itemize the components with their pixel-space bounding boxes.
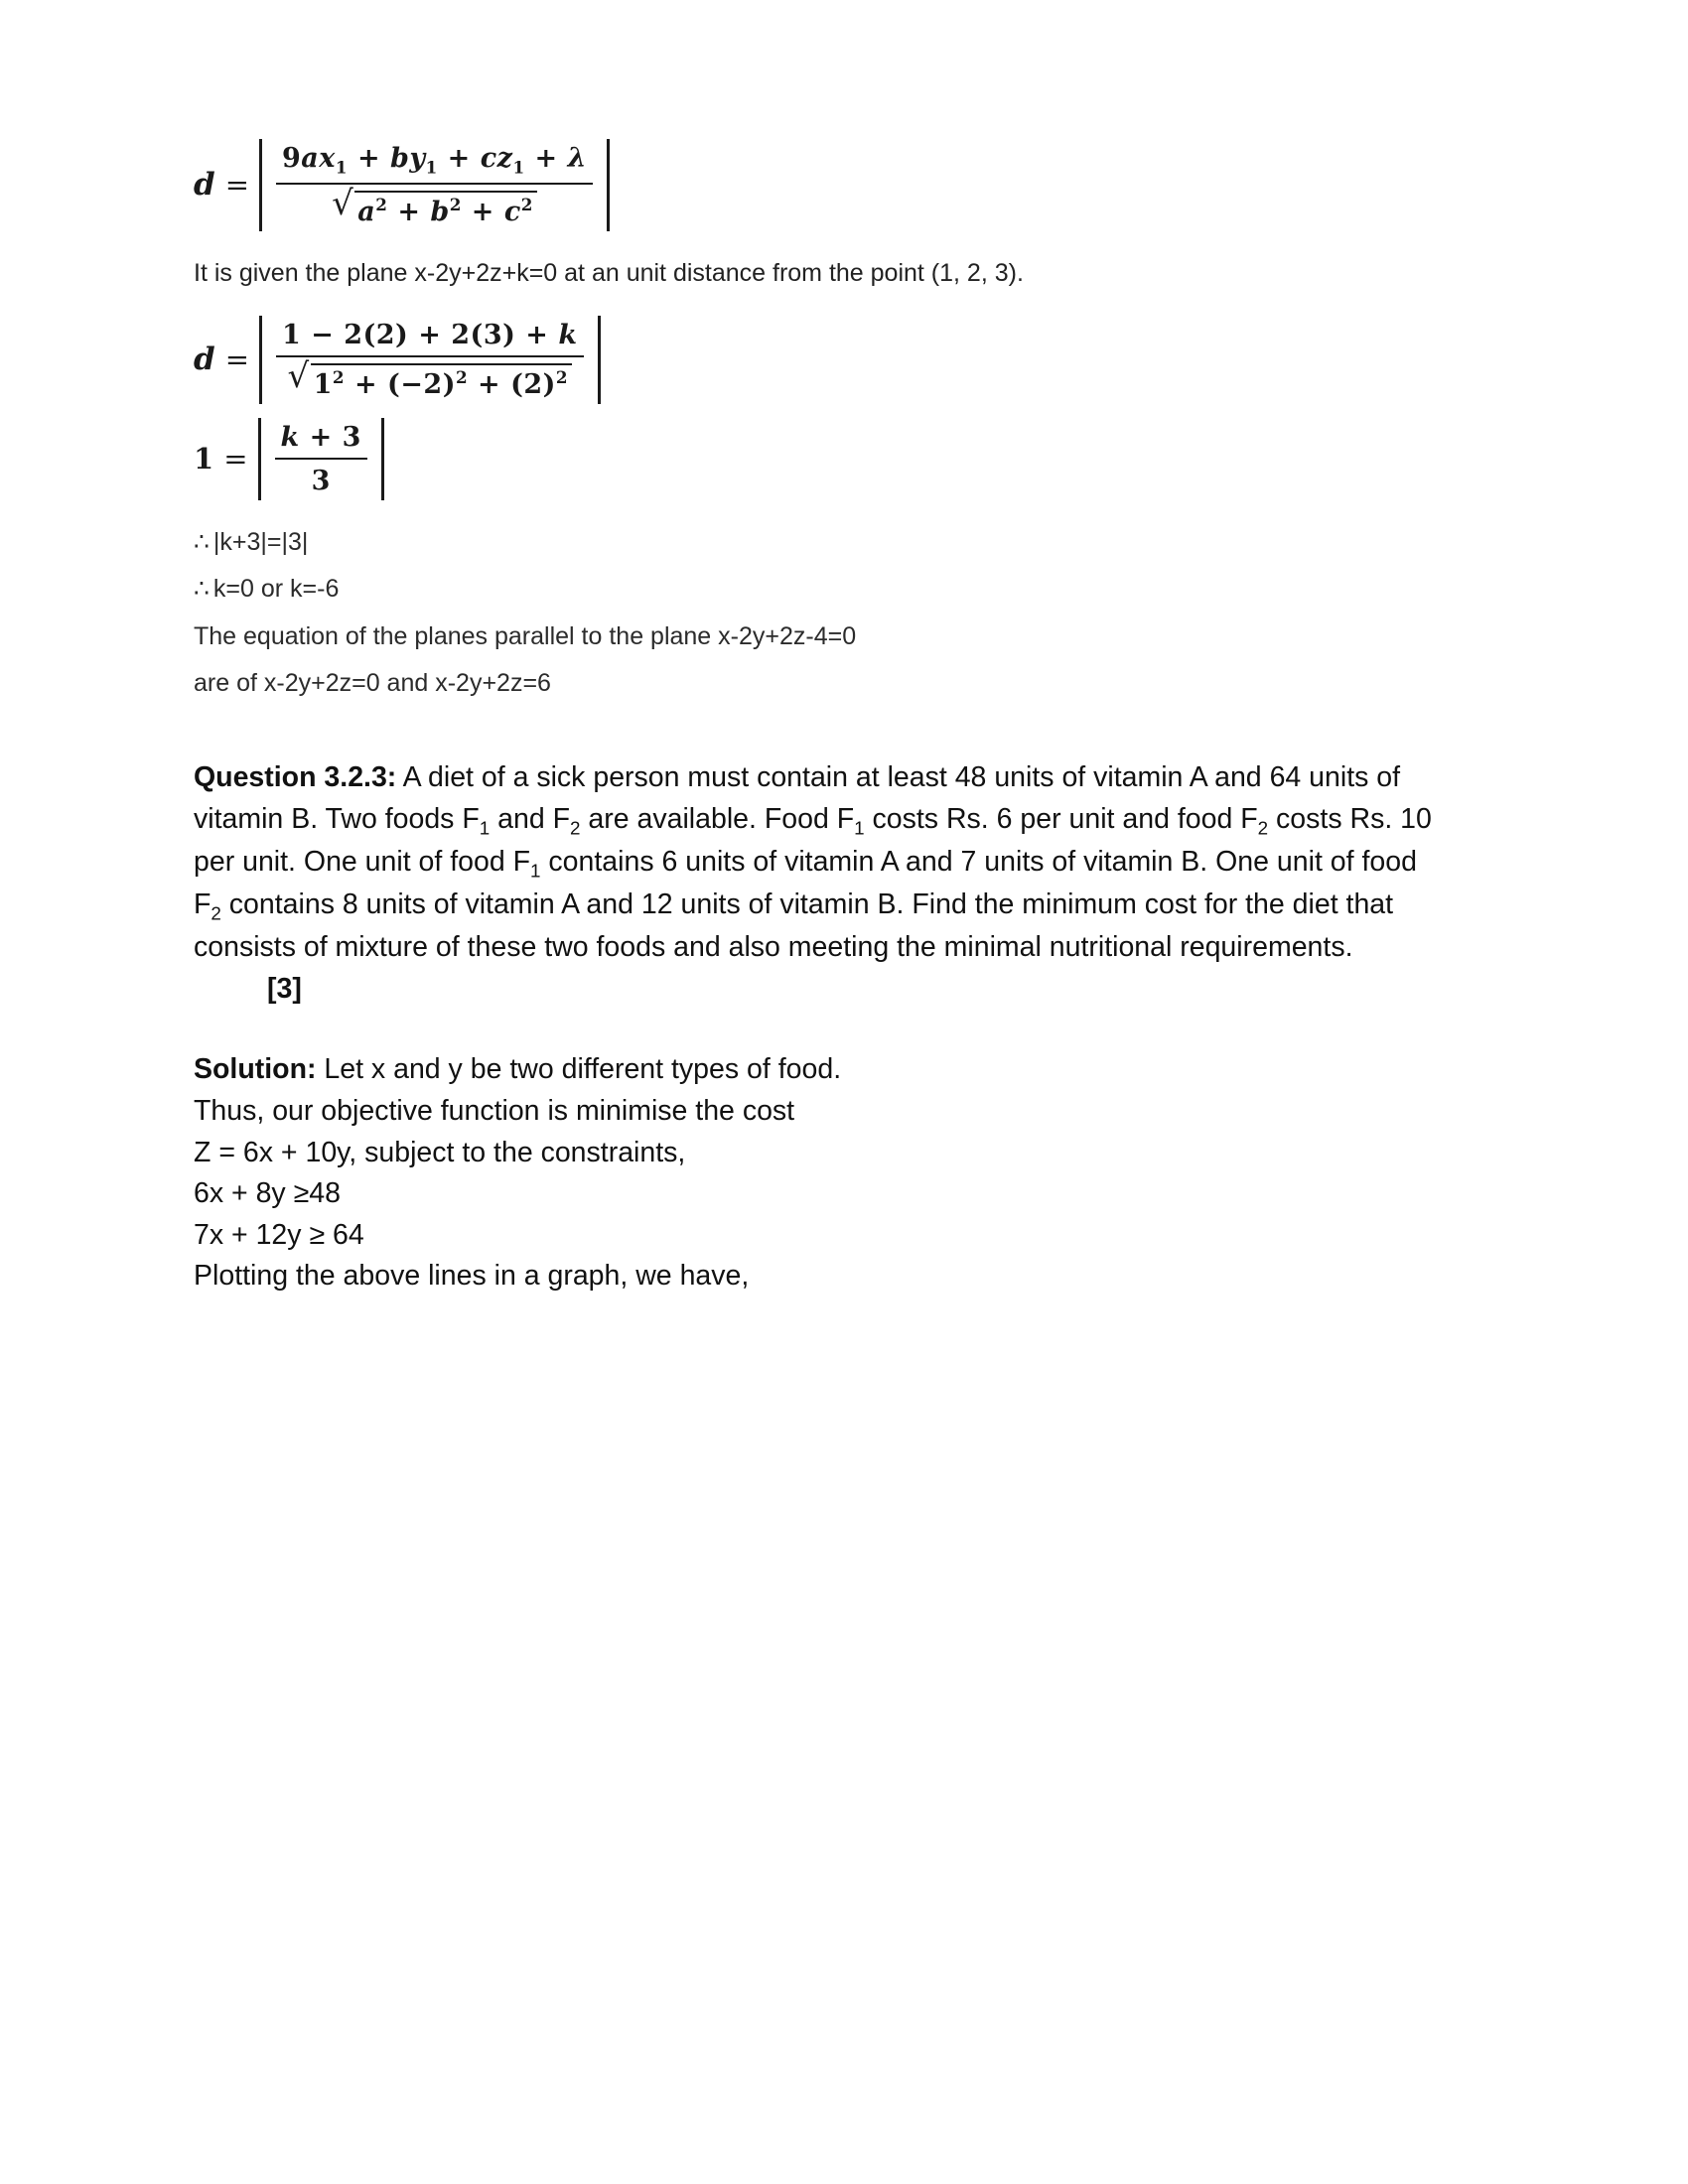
conclusion-line-1: The equation of the planes parallel to the plane x-2y+2z-4=0 [194, 621, 857, 650]
formula2-denominator [281, 357, 578, 400]
page-content [194, 139, 1455, 1297]
formula1-equals-sign: = [224, 167, 249, 202]
formula1-var-x: x [319, 143, 336, 174]
formula1-numerator [276, 143, 593, 185]
formula1-radical [332, 183, 537, 227]
question-text-part-1: A diet of a sick person must contain at least 48 units of vitamin A and 64 units of vitamin B. Two foods F [194, 761, 1401, 835]
formula2-den-1: 1 [313, 368, 333, 400]
solution-constraint-1: 6x + 8y ≥48 [194, 1177, 341, 1210]
formula3-equals-sign: = [223, 442, 248, 477]
formula2-den-plus-2: + [478, 368, 501, 400]
question-food-subscript-1c: 1 [530, 860, 541, 882]
formula2-den-two-exp: 2 [555, 366, 569, 387]
question-label: Question 3.2.3: [194, 761, 397, 794]
formula1-var-y: y [409, 143, 426, 174]
formula1-den-plus-2: + [471, 196, 494, 227]
formula2-numerator [276, 320, 584, 357]
therefore-icon: ∴ [194, 575, 210, 604]
formula1-lambda: λ [567, 143, 588, 174]
formula2-absolute-value-bars [259, 316, 601, 404]
question-text-part-7: contains 8 units of vitamin A and 12 units of vitamin B. Find the minimum cost for the diet that consists of mixture of these two foods and also meeting the minimal nutritional requirements. [194, 888, 1394, 964]
question-text-part-2: and F [490, 802, 571, 835]
formula1-plus-2: + [447, 143, 471, 174]
derivation-line-k-values [194, 573, 1455, 606]
formula1-var-a: a [301, 143, 320, 174]
formula1-var-b: b [390, 143, 410, 174]
question-marks-badge: [3] [267, 972, 302, 1005]
solution-line-3: Z = 6x + 10y, subject to the constraints, [194, 1136, 686, 1168]
question-food-subscript-2c: 2 [211, 902, 221, 924]
solution-line-1-text: Let x and y be two different types of food. [316, 1053, 842, 1086]
formula1-den-b: b [430, 196, 450, 227]
formula2-den-plus-1: + [353, 368, 378, 400]
formula1-den-a-exp: 2 [375, 194, 388, 214]
formula3-numerator [275, 422, 367, 460]
question-text-part-6: contains 6 units of vitamin A and 7 units of vitamin B. One unit of food F [194, 845, 1417, 920]
formula-distance-substituted [194, 316, 1455, 404]
square-root-icon: √ [332, 183, 354, 223]
formula1-var-c: c [480, 143, 497, 174]
question-block [194, 757, 1447, 1010]
formula2-den-two: (2) [510, 368, 556, 400]
formula1-den-c: c [503, 196, 521, 227]
solution-line-2: Thus, our objective function is minimise the cost [194, 1094, 795, 1127]
question-text-part-4: costs Rs. 6 per unit and food F [864, 802, 1258, 835]
formula3-fraction [275, 422, 367, 496]
question-food-subscript-1a: 1 [479, 817, 491, 839]
formula3-lhs-number: 1 [194, 442, 214, 477]
formula2-numerator-text: 1 − 2(2) + 2(3) + [282, 319, 559, 350]
solution-constraint-2: 7x + 12y ≥ 64 [194, 1218, 364, 1251]
formula2-den-neg2-exp: 2 [455, 366, 469, 387]
formula1-var-z: z [496, 143, 513, 174]
formula1-den-a: a [357, 196, 376, 227]
formula1-lhs-variable: d [194, 166, 215, 203]
given-statement: It is given the plane x-2y+2z+k=0 at an unit distance from the point (1, 2, 3). [194, 258, 1024, 287]
question-food-subscript-1b: 1 [854, 817, 865, 839]
formula1-fraction [276, 143, 593, 227]
formula2-fraction [276, 320, 584, 400]
formula3-denominator: 3 [311, 466, 331, 497]
formula2-radical [287, 355, 572, 400]
formula1-absolute-value-bars [259, 139, 610, 231]
solution-line-6: Plotting the above lines in a graph, we have, [194, 1260, 750, 1293]
formula2-numerator-k: k [558, 319, 578, 350]
conclusion-line-2: are of x-2y+2z=0 and x-2y+2z=6 [194, 668, 551, 697]
solution-line-1 [194, 1049, 1455, 1091]
formula2-den-neg2: (−2) [387, 368, 456, 400]
formula1-den-plus-1: + [397, 196, 421, 227]
formula1-den-b-exp: 2 [449, 194, 462, 214]
formula1-denominator [326, 185, 543, 227]
square-root-icon: √ [287, 355, 310, 396]
formula2-lhs-variable: d [194, 341, 215, 377]
formula3-absolute-value-bars [258, 418, 384, 500]
formula1-sub-x1: 1 [335, 157, 349, 178]
question-food-subscript-2a: 2 [570, 817, 581, 839]
formula3-numerator-k: k [280, 422, 300, 454]
formula1-radicand [354, 191, 537, 227]
derivation-line-k-values-text: k=0 or k=-6 [212, 575, 340, 604]
solution-label: Solution: [194, 1053, 317, 1086]
formula1-plus-3: + [534, 143, 558, 174]
solution-block [194, 1049, 1455, 1297]
question-food-subscript-2b: 2 [1257, 817, 1269, 839]
formula2-equals-sign: = [224, 341, 249, 376]
question-text-part-5: costs Rs. 10 per unit. One unit of food F [194, 802, 1432, 878]
formula1-coef-9: 9 [282, 143, 302, 174]
formula2-den-1-exp: 2 [332, 366, 346, 387]
derivation-line-abs [194, 526, 1455, 559]
formula1-sub-z1: 1 [512, 157, 525, 178]
formula1-plus-1: + [356, 143, 381, 174]
derivation-line-abs-text: |k+3|=|3| [212, 528, 309, 557]
formula-distance-general [194, 139, 1455, 231]
question-text-part-3: are available. Food F [580, 802, 855, 835]
formula2-radicand [311, 363, 572, 400]
therefore-icon: ∴ [194, 528, 210, 557]
formula-unit-distance-equation [194, 418, 1455, 500]
formula1-sub-y1: 1 [425, 157, 438, 178]
formula1-den-c-exp: 2 [520, 194, 533, 214]
formula3-numerator-rest: + 3 [299, 422, 361, 454]
